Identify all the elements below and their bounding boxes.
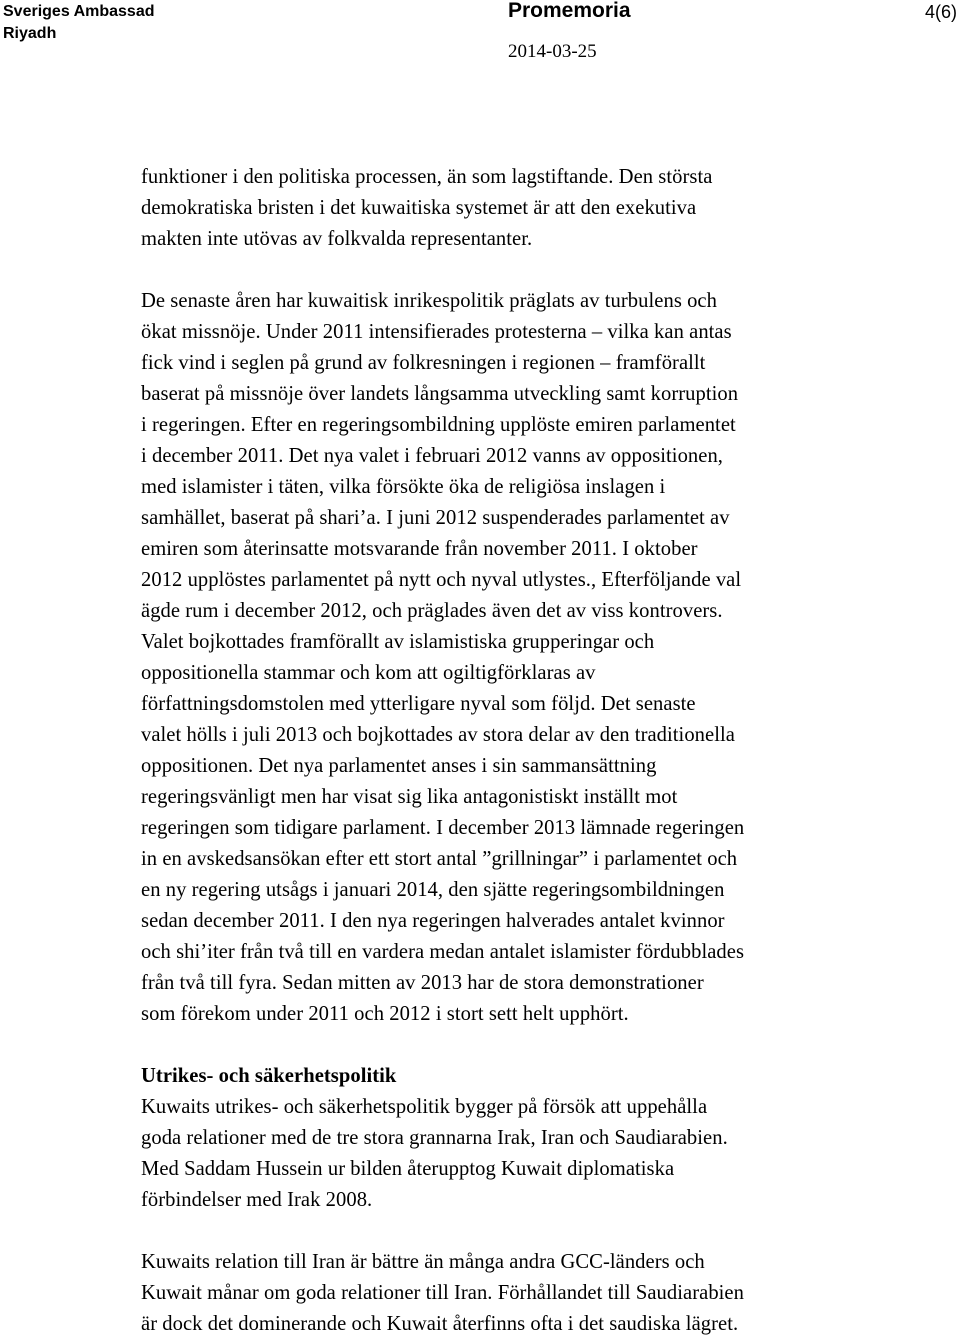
text-line: Med Saddam Hussein ur bilden återupptog Kuwait diplomatiska: [141, 1158, 675, 1180]
text-line: Valet bojkottades framförallt av islamistiska grupperingar och: [141, 631, 655, 653]
paragraph-2: [141, 286, 861, 1030]
text-line: valet hölls i juli 2013 och bojkottades av stora delar av den traditionella: [141, 724, 735, 746]
text-line: oppositionella stammar och kom att ogiltigförklaras av: [141, 662, 596, 684]
paragraph-gap: [141, 1030, 861, 1061]
text-line: som förekom under 2011 och 2012 i stort sett helt upphört.: [141, 1003, 629, 1025]
header-date: 2014-03-25: [508, 41, 597, 62]
text-line: fick vind i seglen på grund av folkresningen i regionen – framförallt: [141, 352, 706, 374]
text-line: in en avskedsansökan efter ett stort antal ”grillningar” i parlamentet och: [141, 848, 738, 870]
paragraph-1: [141, 162, 861, 255]
text-line: Kuwait månar om goda relationer till Iran. Förhållandet till Saudiarabien: [141, 1282, 744, 1304]
text-line: demokratiska bristen i det kuwaitiska systemet är att den exekutiva: [141, 197, 697, 219]
text-line: goda relationer med de tre stora grannarna Irak, Iran och Saudiarabien.: [141, 1127, 728, 1149]
text-line: ökat missnöje. Under 2011 intensifierades protesterna – vilka kan antas: [141, 321, 732, 343]
header-doc-type: Promemoria: [508, 0, 631, 22]
text-line: Kuwaits utrikes- och säkerhetspolitik bygger på försök att uppehålla: [141, 1096, 708, 1118]
text-line: med islamister i täten, vilka försökte öka de religiösa inslagen i: [141, 476, 666, 498]
text-line: sedan december 2011. I den nya regeringen halverades antalet kvinnor: [141, 910, 725, 932]
text-line: 2012 upplöstes parlamentet på nytt och nyval utlystes., Efterföljande val: [141, 569, 742, 591]
paragraph-4: [141, 1247, 861, 1340]
text-line: och shi’iter från två till en vardera medan antalet islamister fördubblades: [141, 941, 745, 963]
text-line: regeringsvänligt men har visat sig lika antagonistiskt inställt mot: [141, 786, 678, 808]
paragraph-gap: [141, 255, 861, 286]
text-line: i december 2011. Det nya valet i februari 2012 vanns av oppositionen,: [141, 445, 724, 467]
text-line: regeringen som tidigare parlament. I december 2013 lämnade regeringen: [141, 817, 745, 839]
text-line: funktioner i den politiska processen, än som lagstiftande. Den största: [141, 166, 713, 188]
text-line: förbindelser med Irak 2008.: [141, 1189, 373, 1211]
header-sender: [3, 1, 154, 45]
section-heading: Utrikes- och säkerhetspolitik: [141, 1065, 397, 1087]
text-line: från två till fyra. Sedan mitten av 2013 har de stora demonstrationer: [141, 972, 704, 994]
paragraph-gap: [141, 1216, 861, 1247]
text-line: en ny regering utsågs i januari 2014, den sjätte regeringsombildningen: [141, 879, 725, 901]
text-line: i regeringen. Efter en regeringsombildning upplöste emiren parlamentet: [141, 414, 736, 436]
text-line: samhället, baserat på shari’a. I juni 2012 suspenderades parlamentet av: [141, 507, 730, 529]
text-line: författningsdomstolen med ytterligare nyval som följd. Det senaste: [141, 693, 696, 715]
text-line: baserat på missnöje över landets långsamma utveckling samt korruption: [141, 383, 739, 405]
page-number: 4(6): [924, 2, 957, 22]
text-line: emiren som återinsatte motsvarande från november 2011. I oktober: [141, 538, 698, 560]
text-line: De senaste åren har kuwaitisk inrikespolitik präglats av turbulens och: [141, 290, 717, 312]
text-line: Kuwaits relation till Iran är bättre än många andra GCC-länders och: [141, 1251, 705, 1273]
header-city: Riyadh: [3, 25, 57, 42]
text-line: makten inte utövas av folkvalda representanter.: [141, 228, 533, 250]
paragraph-3: [141, 1092, 861, 1216]
text-line: är dock det dominerande och Kuwait återfinns ofta i det saudiska lägret.: [141, 1313, 739, 1335]
header-org: Sveriges Ambassad: [3, 3, 155, 20]
text-line: ägde rum i december 2012, och präglades även det av viss kontrovers.: [141, 600, 723, 622]
document-body: [141, 162, 861, 1340]
text-line: oppositionen. Det nya parlamentet anses i sin sammansättning: [141, 755, 657, 777]
